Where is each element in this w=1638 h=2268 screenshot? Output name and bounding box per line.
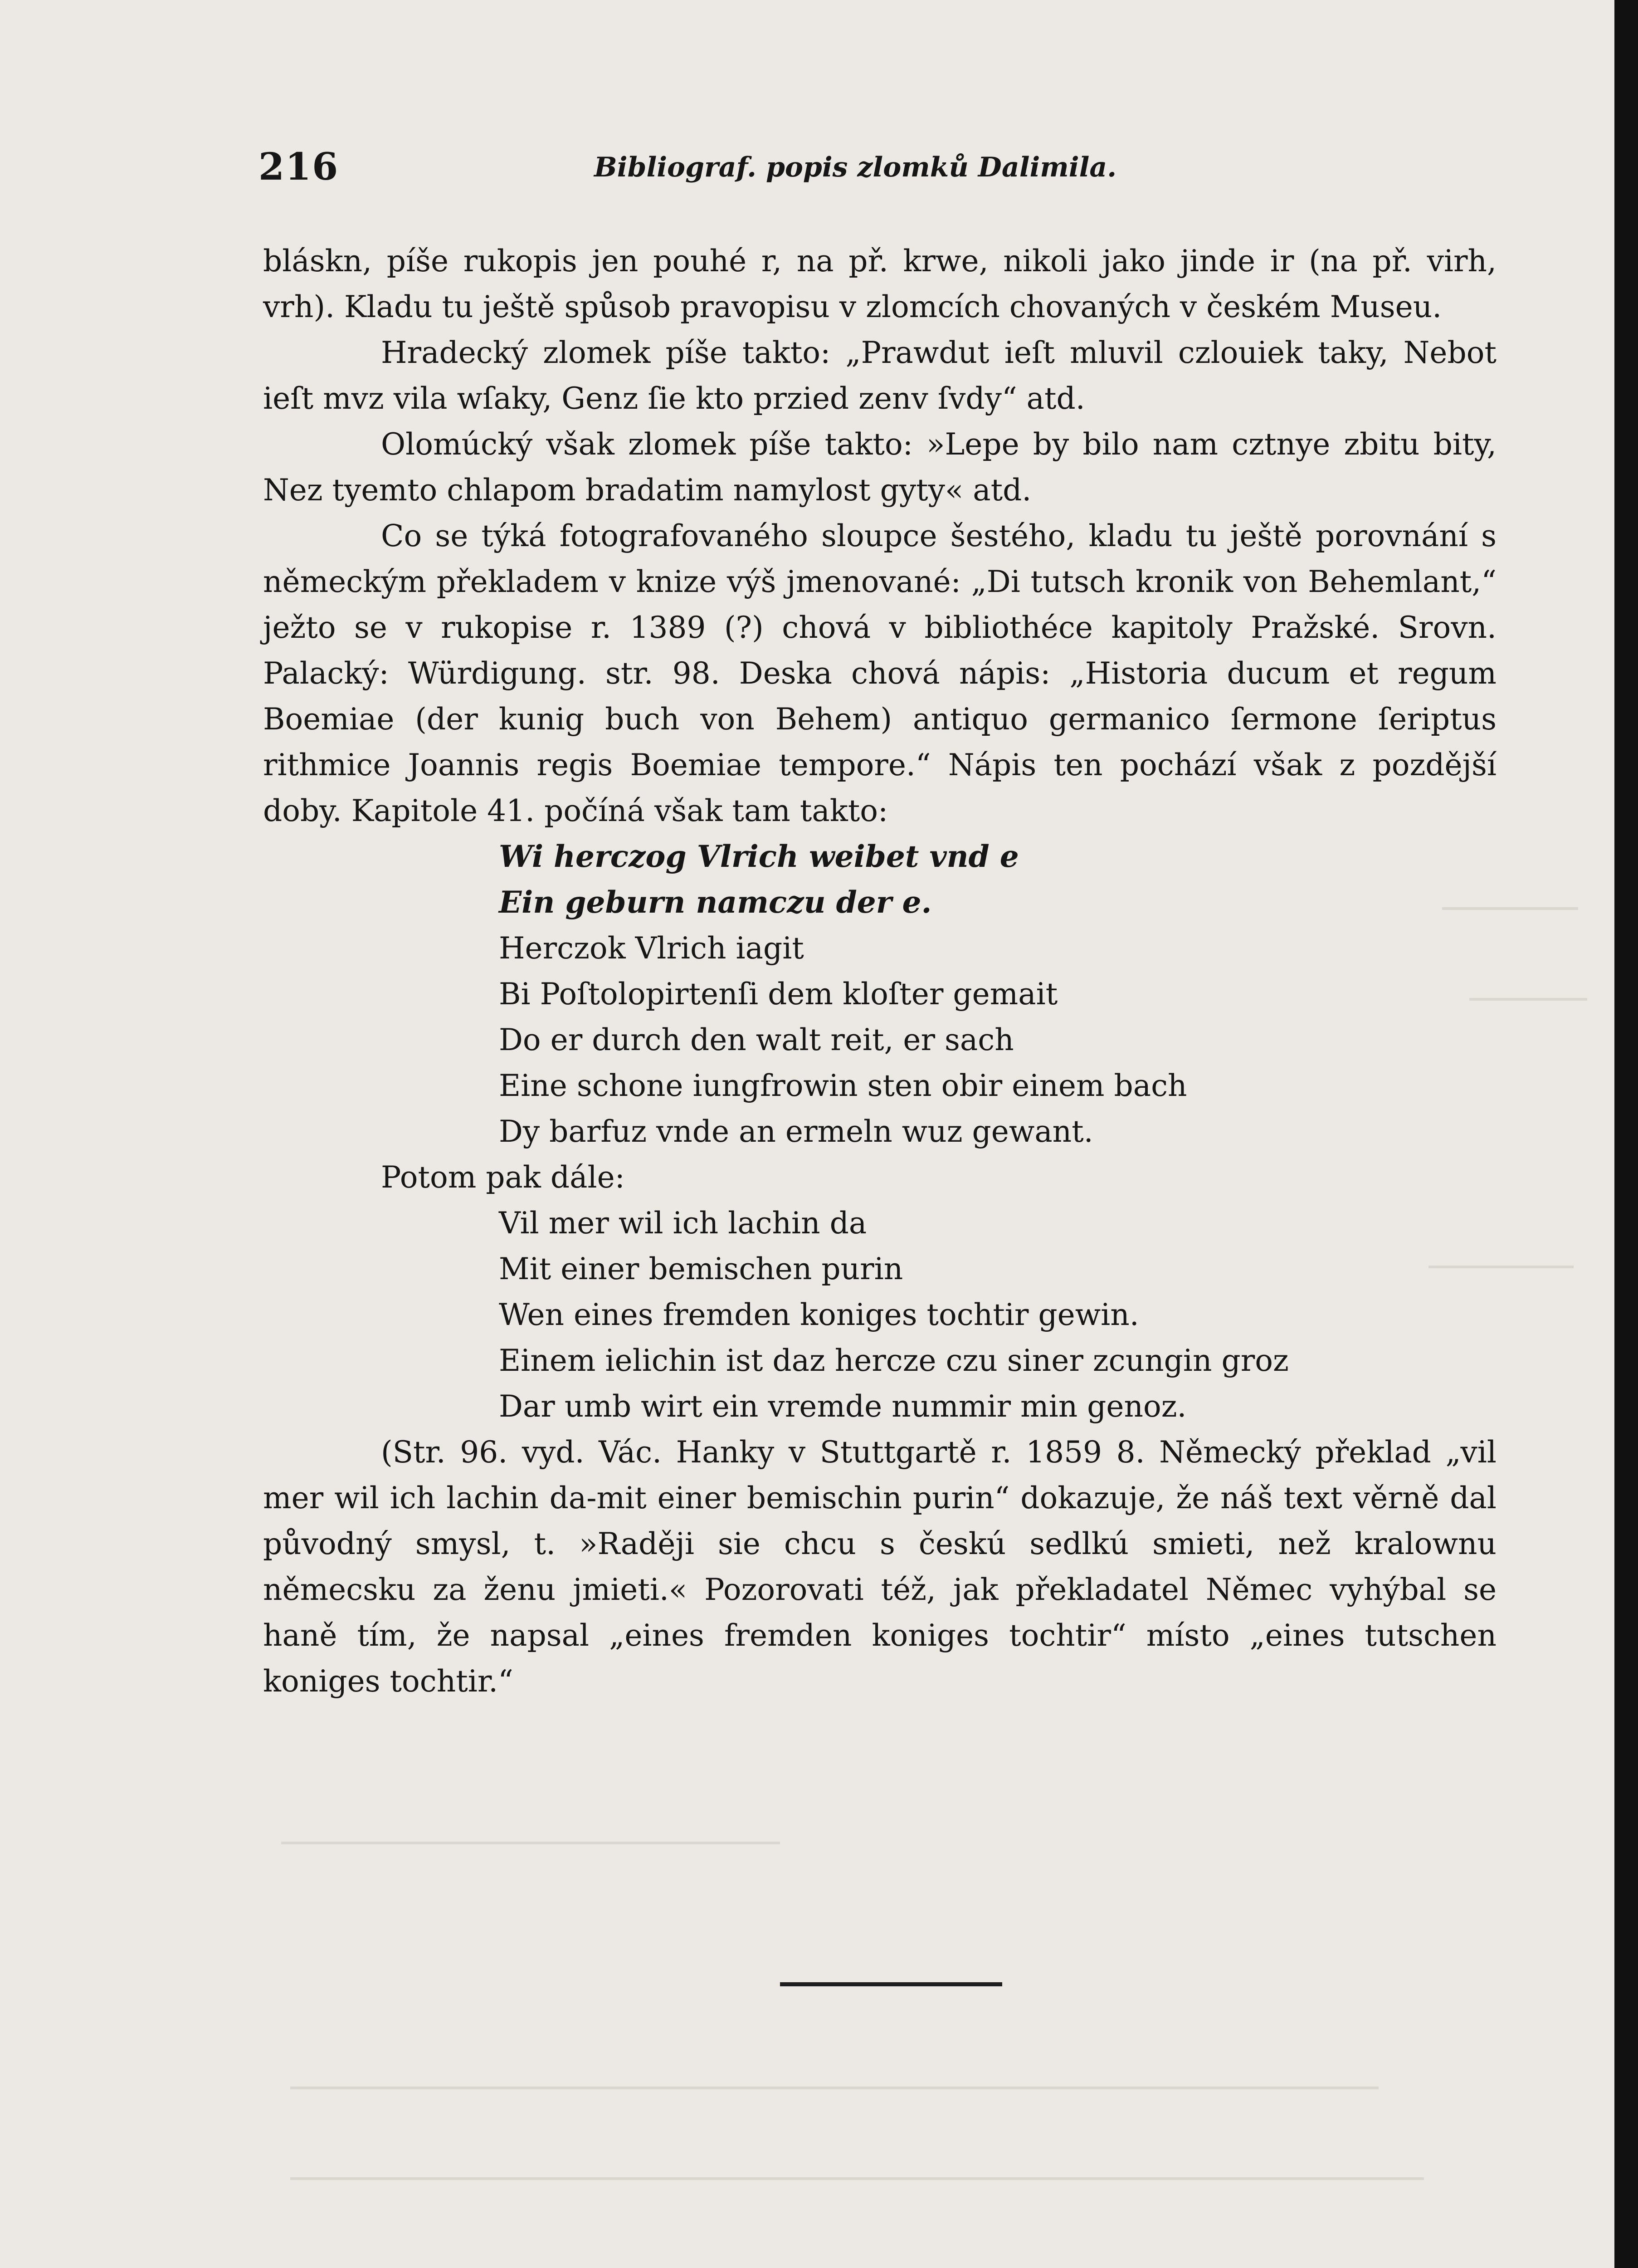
bleed-through-mark	[281, 1842, 780, 1844]
verse-intro: Potom pak dále:	[381, 1160, 625, 1195]
verse-quote-1	[263, 834, 1497, 1154]
verse-line: Bi Poſtolopirtenſi dem kloſter gemait	[499, 977, 1058, 1012]
verse-line: Herczok Vlrich iagit	[499, 931, 804, 966]
running-title: Bibliograf. popis zlomků Dalimila.	[594, 152, 1117, 183]
page-text	[258, 136, 1497, 1704]
bleed-through-mark	[290, 2177, 1424, 2180]
paragraph-hradecky: Hradecký zlomek píše takto: „Prawdut ieſt mluvil czlouiek taky, Nebot ieſt mvz vila wſaky, Genz ſie kto przied zenv ſvdy“ atd.	[263, 335, 1497, 416]
verse-line: Mit einer bemischen purin	[499, 1251, 903, 1286]
verse-line: Wen eines fremden koniges tochtir gewin.	[499, 1297, 1139, 1332]
paragraph-olomucky: Olomúcký však zlomek píše takto: »Lepe by bilo nam cztnye zbitu bity, Nez tyemto chlapom bradatim namylost gyty« atd.	[263, 427, 1497, 508]
page-number: 216	[258, 145, 339, 189]
running-head	[258, 136, 1497, 195]
paragraph-orthography: bláskn, píše rukopis jen pouhé r, na př. krwe, nikoli jako jinde ir (na př. virh, vrh). Kladu tu ještě spůsob pravopisu v zlomcích chovaných v českém Museu.	[263, 244, 1497, 324]
verse-line: Ein geburn namczu der e.	[499, 885, 932, 920]
verse-line: Do er durch den walt reit, er sach	[499, 1022, 1014, 1057]
verse-line: Dar umb wirt ein vremde nummir min genoz.	[499, 1389, 1187, 1424]
verse-line: Einem ielichin ist daz hercze czu siner zcungin groz	[499, 1343, 1289, 1378]
paragraph-closing: (Str. 96. vyd. Vác. Hanky v Stuttgartě r. 1859 8. Německý překlad „vil mer wil ich lachin da-mit einer bemischin purin“ dokazuje, že náš text věrně dal původný smysl, t. »Raději sie chcu s českú sedlkú smieti, než kralownu němecsku za ženu jmieti.« Pozorovati též, jak překladatel Němec vyhýbal se haně tím, že napsal „eines fremden koniges tochtir“ místo „eines tutschen koniges tochtir.“	[263, 1435, 1497, 1699]
closing-rule	[780, 1982, 1002, 1986]
verse-line: Eine schone iungfrowin sten obir einem bach	[499, 1068, 1187, 1103]
verse-quote-2	[263, 1200, 1497, 1429]
verse-line: Dy barfuz vnde an ermeln wuz gewant.	[499, 1114, 1093, 1149]
verse-line: Vil mer wil ich lachin da	[499, 1206, 867, 1241]
verse-line: Wi herczog Vlrich weibet vnd e	[499, 839, 1019, 874]
paragraph-german-translation: Co se týká fotografovaného sloupce šestého, kladu tu ještě porovnání s německým překladem v knize výš jmenované: „Di tutsch kronik von Behemlant,“ ježto se v rukopise r. 1389 (?) chová v bibliothéce kapitoly Pražské. Srovn. Palacký: Würdigung. str. 98. Deska chová nápis: „Historia ducum et regum Boemiae (der kunig buch von Behem) antiquo germanico ſermone ſeriptus rithmice Joannis regis Boemiae tempore.“ Nápis ten pochází však z pozdější doby. Kapitole 41. počíná však tam takto:	[263, 518, 1497, 828]
scan-edge	[1614, 0, 1638, 2268]
bleed-through-mark	[290, 2087, 1379, 2089]
